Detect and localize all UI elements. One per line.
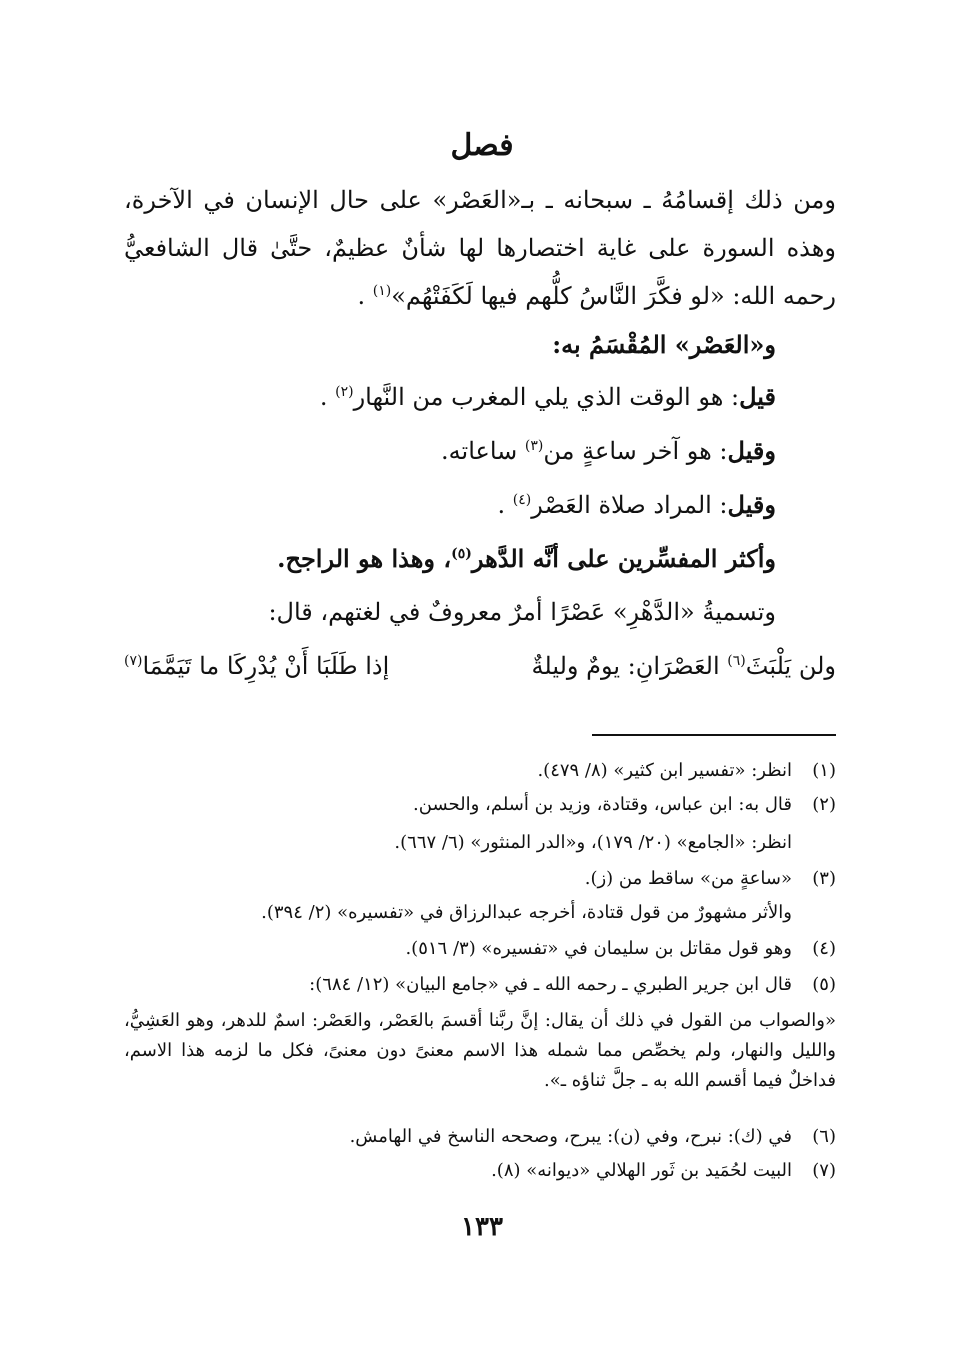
intro-text: ومن ذلك إقسامُهُ ـ سبحانه ـ بـ«العَصْر» على حال الإنسان في الآخرة، وهذه السورة على غاية اختصارها لها شأنٌ عظيمٌ، حتَّىٰ قال الشافعيُّ رحمه الله: «لو فكَّرَ النَّاسُ كلُّهم فيها لَكَفَتْهُم» (124, 186, 836, 310)
footnote-2-text: قال به: ابن عباس، وقتادة، وزيد بن أسلم، والحسن. (413, 794, 792, 815)
naming-line: وتسميةُ «الدَّهْرِ» عَصْرًا أمرٌ معروفٌ في لغتهم، قال: (268, 598, 776, 626)
opinion-2 (126, 436, 776, 465)
footnote-ref-3: (٣) (524, 438, 544, 454)
verse-first-tail: العَصْرَانِ: يومٌ وليلةٌ (531, 652, 728, 680)
opinion-2-text: : هو آخر ساعةٍ من (543, 437, 728, 465)
footnote-ref-6: (٦) (727, 653, 746, 669)
footnote-3-number: (٣) (812, 868, 836, 889)
footnote-1-number: (١) (812, 760, 836, 781)
verse-second-hemistich (124, 652, 389, 680)
footnote-6 (124, 1122, 836, 1152)
verse-second-text: إذا طَلَبَا أَنْ يُدْرِكَا ما تَيَمَّمَا (142, 652, 390, 680)
footnote-ref-7: (٧) (124, 653, 143, 669)
opinion-1 (126, 382, 776, 411)
opinion-1-end: . (319, 383, 328, 411)
section-heading: فصل (450, 128, 514, 163)
intro-paragraph (124, 176, 836, 320)
page-number: ١٣٣ (461, 1212, 503, 1242)
footnote-1-text: انظر: «تفسير ابن كثير» (٨/ ٤٧٩). (537, 760, 792, 781)
footnote-ref-4: (٤) (512, 492, 532, 508)
poetry-verse (124, 652, 836, 692)
footnote-3 (124, 864, 836, 894)
footnote-2 (124, 790, 836, 820)
footnote-7 (124, 1156, 836, 1186)
footnote-4-number: (٤) (812, 938, 836, 959)
majority-line (126, 544, 776, 573)
footnote-2-number: (٢) (812, 794, 836, 815)
footnote-ref-5: (٥) (451, 546, 472, 562)
majority-text: وأكثر المفسِّرين على أنَّه الدَّهر (471, 544, 776, 573)
verse-first-text: ولن يَلْبَثَ (745, 652, 836, 680)
subject-line: و«العَصْر» المُقْسَمُ به: (552, 330, 776, 359)
opinion-3 (126, 490, 776, 519)
footnote-7-number: (٧) (812, 1160, 836, 1181)
footnote-1 (124, 756, 836, 786)
footnote-ref-1: (١) (372, 283, 392, 299)
opinion-1-text: : هو الوقت الذي يلي المغرب من النَّهار (353, 383, 740, 411)
footnote-6-number: (٦) (812, 1126, 836, 1147)
footnote-separator (592, 734, 836, 736)
majority-tail: ، وهذا هو الراجح. (277, 544, 452, 573)
footnote-5-text: قال ابن جرير الطبري ـ رحمه الله ـ في «جامع البيان» (١٢/ ٦٨٤): (309, 974, 792, 995)
footnote-2-continuation: انظر: «الجامع» (٢٠/ ١٧٩)، و«الدر المنثور» (٦/ ٦٦٧). (394, 832, 792, 853)
footnote-3-text: «ساعةٍ من» ساقط من (ز). (584, 868, 792, 889)
footnote-3-continuation: والأثر مشهورٌ من قول قتادة، أخرجه عبدالرزاق في «تفسيره» (٢/ ٣٩٤). (261, 902, 792, 923)
opinion-3-end: . (497, 491, 506, 519)
footnote-5-number: (٥) (812, 974, 836, 995)
footnote-5 (124, 970, 836, 1000)
footnote-ref-2: (٢) (335, 384, 354, 400)
footnote-4-text: وهو قول مقاتل بن سليمان في «تفسيره» (٣/ ٥١٦). (405, 938, 792, 959)
footnote-5-quote: «والصواب من القول في ذلك أن يقال: إنَّ ربَّنا أقسمَ بالعَصْر، والعَصْر: اسمٌ للدهر، وهو العَشِيُّ، والليل والنهار، ولم يخصِّص مما شمله هذا الاسم معنىً دون معنىً، فكل ما لزمه هذا الاسم، فداخلٌ فيما أقسم الله به ـ جلَّ ثناؤه ـ». (124, 1010, 836, 1091)
opinion-2-label: وقيل (727, 436, 776, 465)
opinion-3-label: وقيل (727, 490, 776, 519)
footnote-4 (124, 934, 836, 964)
verse-first-hemistich (532, 652, 836, 680)
footnote-7-text: البيت لحُمَيد بن ثَور الهلالي «ديوانه» (٨). (491, 1160, 792, 1181)
intro-end: . (357, 282, 366, 310)
opinion-1-label: قيل (739, 382, 776, 411)
opinion-2-tail: ساعاته. (441, 437, 525, 465)
footnote-6-text: في (ك): نبرح، وفي (ن): يبرح، وصححه الناسخ في الهامش. (349, 1126, 792, 1147)
opinion-3-text: : المراد صلاة العَصْر (531, 491, 728, 519)
